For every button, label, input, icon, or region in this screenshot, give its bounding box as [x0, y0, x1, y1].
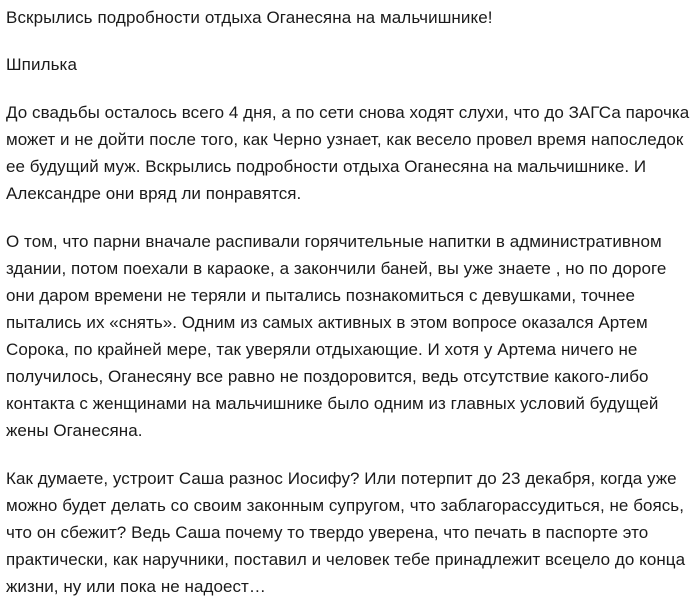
article-paragraph-1: До свадьбы осталось всего 4 дня, а по сети снова ходят слухи, что до ЗАГСа парочка может и не дойти после того, как Черно узнает, как весело провел время напоследок ее будущий муж. Вскрылись подробности отдыха Оганесяна на мальчишнике. И Александре они вряд ли понравятся.: [6, 103, 690, 203]
page-title: Вскрылись подробности отдыха Оганесяна на мальчишнике!: [6, 8, 493, 27]
headline-byline-spacer: [6, 31, 695, 51]
article-paragraph-3: Как думаете, устроит Саша разнос Иосифу? Или потерпит до 23 декабря, когда уже можно будет делать со своим законным супругом, что заблагорассудиться, не боясь, что он сбежит? Ведь Саша почему то твердо уверена, что печать в паспорте это практически, как наручники, поставил и человек тебе принадлежит всецело до конца жизни, ну или пока не надоест…: [6, 469, 686, 596]
article-byline: Шпилька: [6, 55, 78, 74]
article-paragraph-2: О том, что парни вначале распивали горячительные напитки в административном здании, потом поехали в караоке, а закончили баней, вы уже знаете , но по дороге они даром времени не теряли и пытались познакомиться с девушками, точнее пытались их «снять». Одним из самых активных в этом вопросе оказался Артем Сорока, по крайней мере, так уверяли отдыхающие. И хотя у Артема ничего не получилось, Оганесяну все равно не поздоровится, ведь отсутствие какого-либо контакта с женщинами на мальчишнике было одним из главных условий будущей жены Оганесяна.: [6, 232, 667, 440]
byline-body-spacer: [6, 78, 695, 99]
